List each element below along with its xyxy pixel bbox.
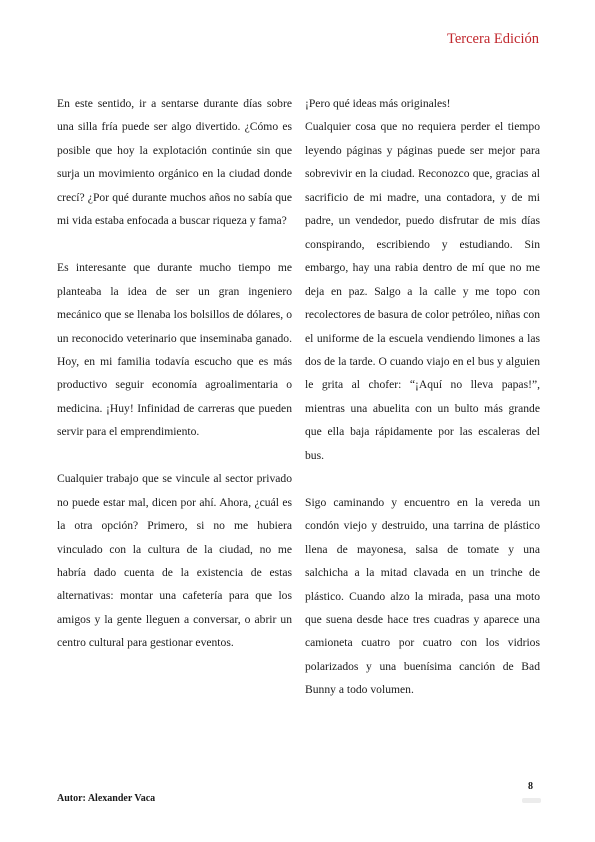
paragraph: Sigo caminando y encuentro en la vereda un condón viejo y destruido, una tarrina de plástico llena de mayonesa, salsa de tomate y una salchicha a la mitad clavada en un trinche de plástico. Cuando alzo la mirada, pasa una moto que suena desde hace tres cuadras y aparece una camioneta cuatro por cuatro con los vidrios polarizados y una buenísima canción de Bad Bunny a todo volumen. — [305, 495, 540, 697]
paragraph: Cualquier trabajo que se vincule al sector privado no puede estar mal, dicen por ahí. Ahora, ¿cuál es la otra opción? Primero, si no me hubiera vinculado con la cultura de la ciudad, no me habría dado cuenta de la existencia de estas alternativas: montar una cafetería para que los amigos y la gente lleguen a conversar, o abrir un centro cultural para gestionar eventos. — [57, 472, 292, 650]
right-text-column — [305, 92, 540, 725]
paragraph: Es interesante que durante mucho tiempo me planteaba la idea de ser un gran ingeniero mecánico que se llenaba los bolsillos de dólares, o un reconocido veterinario que inseminaba ganado. Hoy, en mi familia todavía escucho que es más productivo seguir economía agroalimentaria o medicina. ¡Huy! Infinidad de carreras que pueden servir para el emprendimiento. — [57, 261, 292, 439]
paragraph: ¡Pero qué ideas más originales! — [305, 97, 451, 110]
page-number: 8 — [528, 781, 533, 792]
edition-title: Tercera Edición — [447, 31, 539, 47]
paragraph: En este sentido, ir a sentarse durante días sobre una silla fría puede ser algo divertido. ¿Cómo es posible que hoy la explotación continúe sin que surja un movimiento orgánico en la ciudad donde crecí? ¿Por qué durante muchos años no sabía que mi vida estaba enfocada a buscar riqueza y fama? — [57, 97, 292, 228]
paragraph: Cualquier cosa que no requiera perder el tiempo leyendo páginas y páginas puede ser mejor para sobrevivir en la ciudad. Reconozco que, gracias al sacrificio de mi madre, una contadora, y de mi padre, un vendedor, puedo disfrutar de mis días conspirando, escribiendo y estudiando. Sin embargo, hay una rabia dentro de mí que no me deja en paz. Salgo a la calle y me topo con recolectores de basura de color petróleo, niñas con el uniforme de la escuela vendiendo limones a las dos de la tarde. O cuando viajo en el bus y alguien le grita al chofer: “¡Aquí no lleva papas!”, mientras una abuelita con un bulto más grande que ella baja rápidamente por las escaleras del bus. — [305, 120, 540, 462]
left-text-column — [57, 92, 292, 678]
author-credit: Autor: Alexander Vaca — [57, 793, 156, 804]
page-number-marker — [522, 798, 541, 803]
